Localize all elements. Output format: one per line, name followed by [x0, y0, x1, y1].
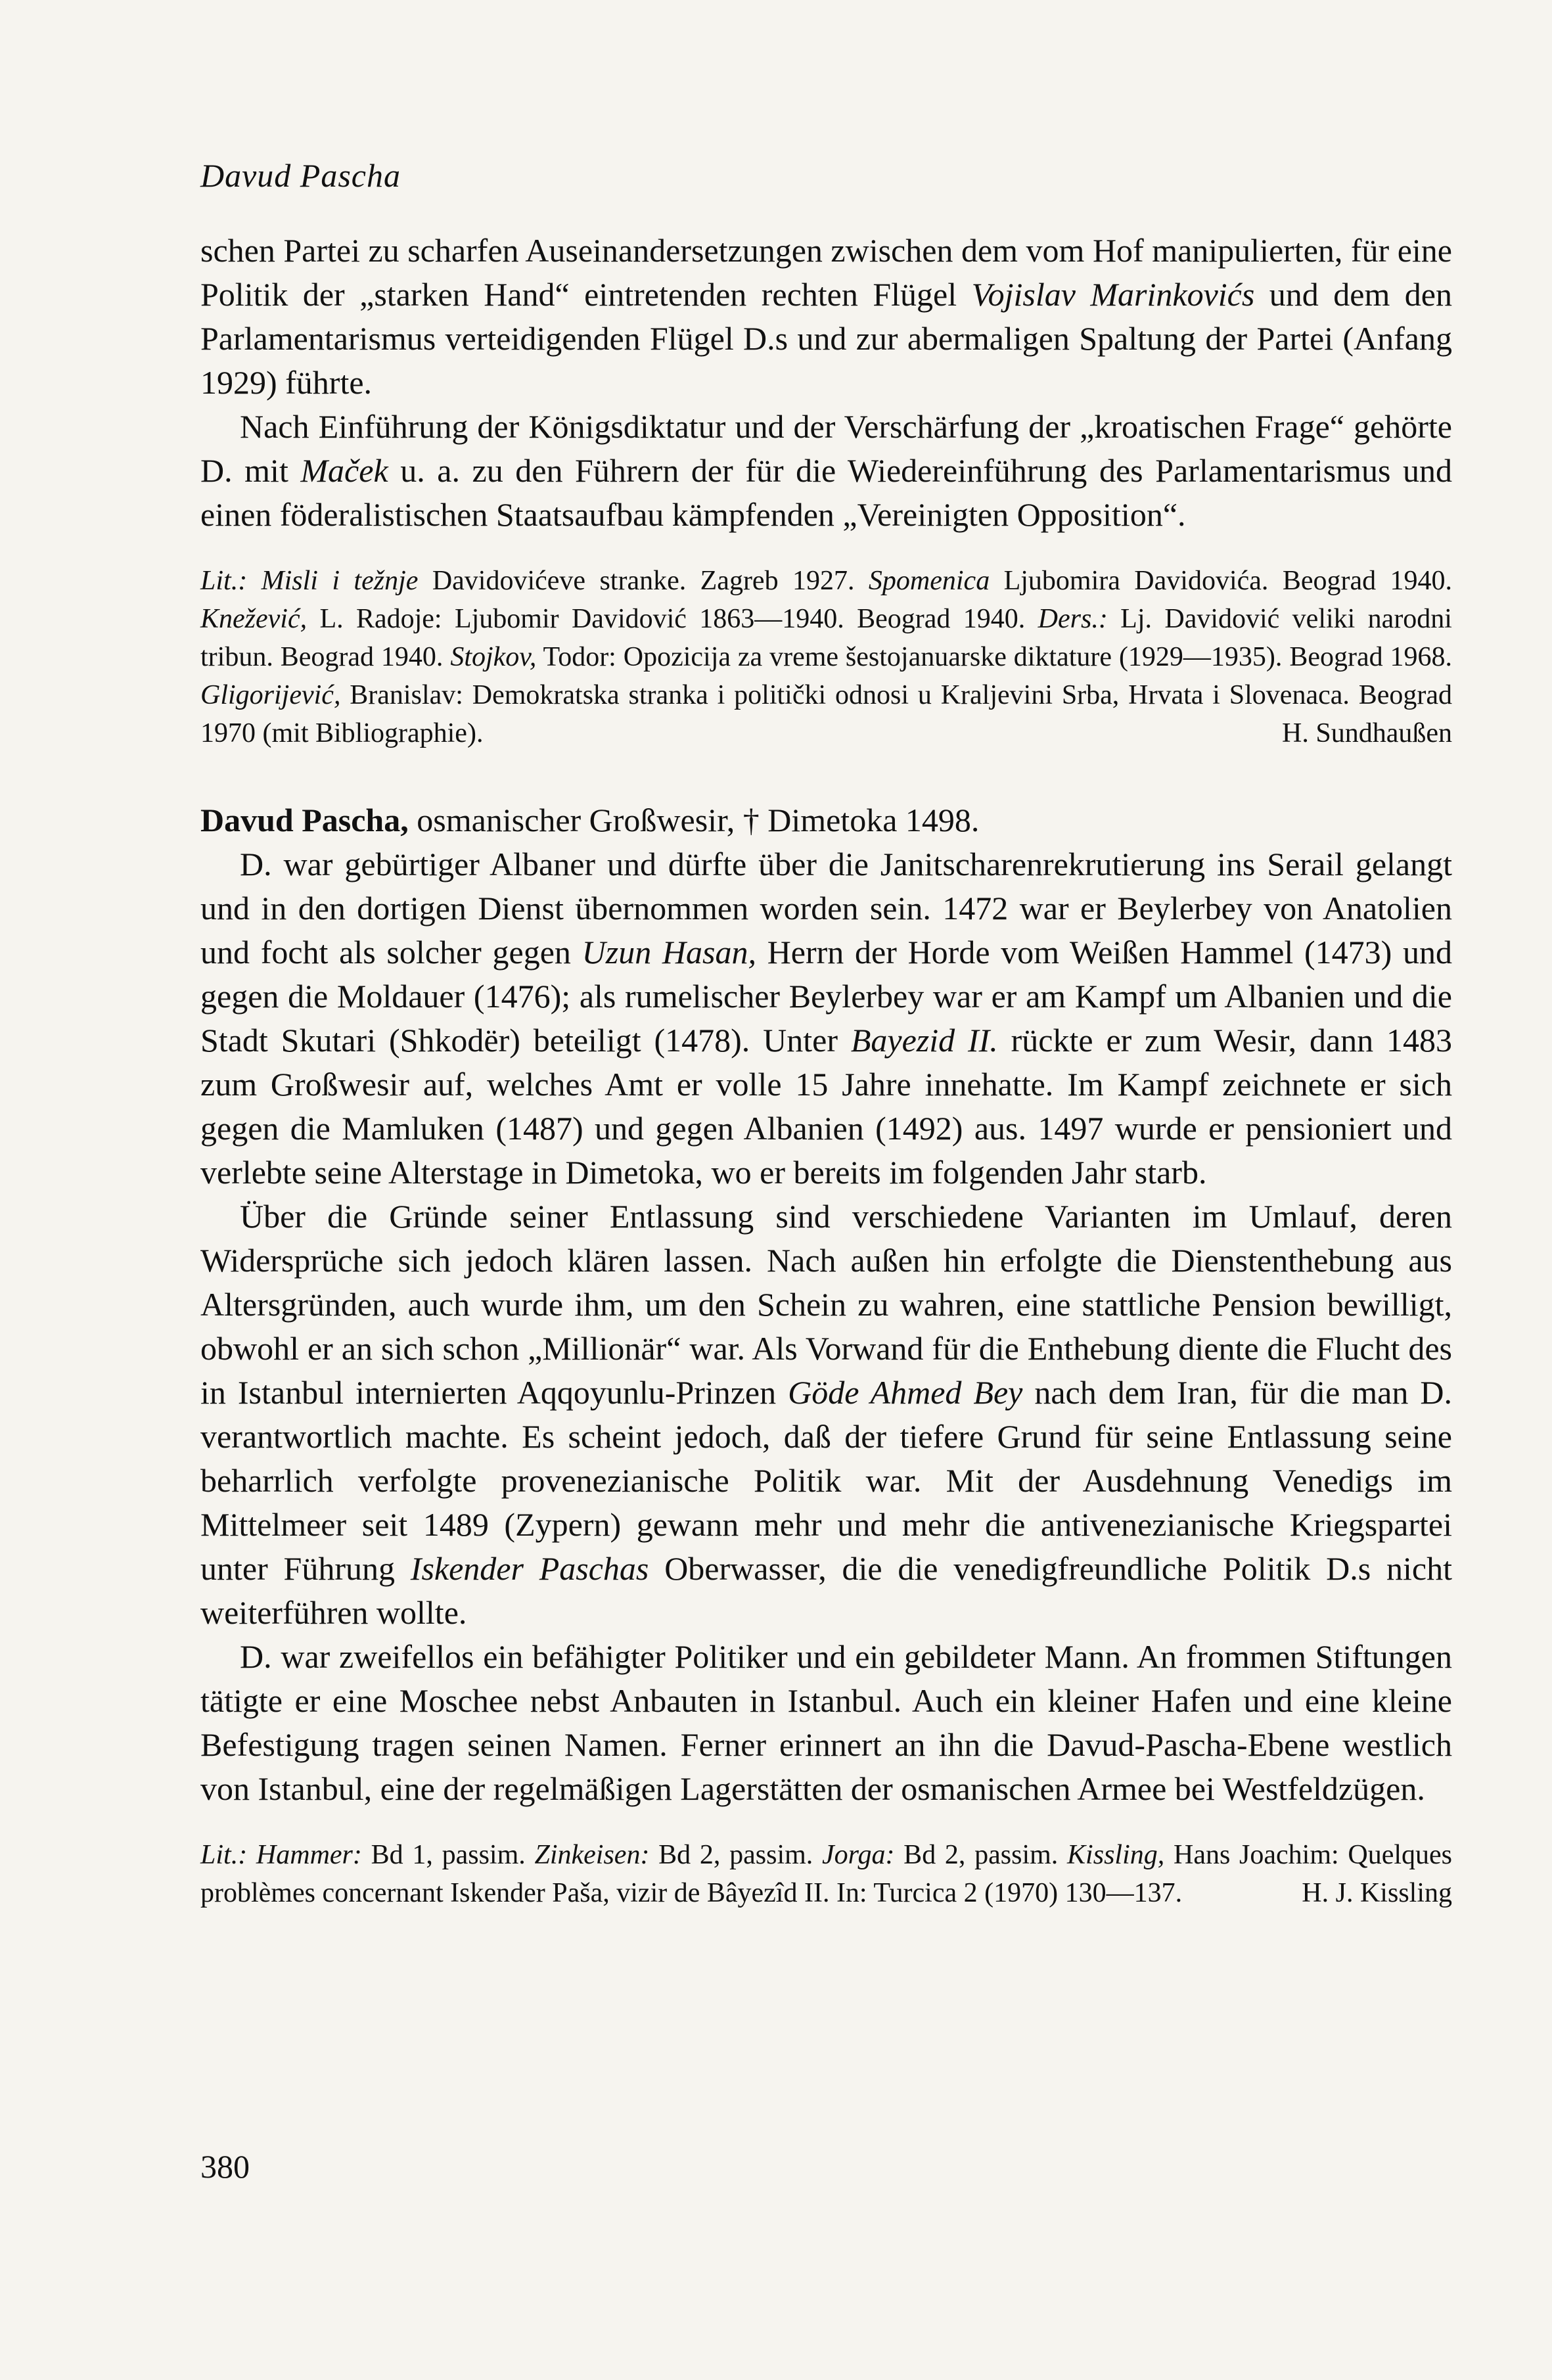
entry2-heading — [200, 798, 1452, 842]
text-column — [200, 229, 1452, 1912]
text-run: D. war gebürtiger Albaner und dürfte über die Janitscharenrekrutierung ins Serail gelangt und in den dortigen Dienst übernommen worden sein. 1472 war er Beylerbey von Anatolien und focht als solcher gegen — [200, 846, 1452, 971]
text-run: Branislav: Demokratska stranka i politički odnosi u Kraljevini Srba, Hrvata i Slovenaca. Beograd 1970 (mit Bibliographie). — [200, 680, 1452, 748]
text-run: u. a. zu den Führern der für die Wiedereinführung des Parlamentarismus und einen föderalistischen Staatsaufbau kämpfenden „Vereinigten Opposition“. — [200, 452, 1452, 533]
text-run: Bd 2, passim. — [649, 1840, 823, 1870]
text-run: L. Radoje: Ljubomir Davidović 1863—1940. Beograd 1940. — [307, 604, 1038, 634]
lit-label: Lit.: — [200, 1840, 248, 1870]
text-run: nach dem Iran, für die man D. verantwortlich machte. Es scheint jedoch, daß der tiefere Grund für seine Entlassung seine beharrlich verfolgte provenezianische Politik war. Mit der Ausdehnung Venedigs im Mittelmeer seit 1489 (Zypern) gewann mehr und mehr die antivenezianische Kriegspartei unter Führung — [200, 1374, 1452, 1587]
text-run: rückte er zum Wesir, dann 1483 zum Großwesir auf, welches Amt er volle 15 Jahre innehatte. Im Kampf zeichnete er sich gegen die Mamluken (1487) und gegen Albanien (1492) aus. 1497 wurde er pensioniert und verlebte seine Alterstage in Dimetoka, wo er bereits im folgenden Jahr starb. — [200, 1022, 1453, 1191]
entry-author-signature: H. J. Kissling — [1302, 1878, 1452, 1908]
lit-author: Knežević, — [200, 604, 308, 634]
person-name: Göde Ahmed Bey — [788, 1374, 1023, 1411]
entry2-paragraph-3 — [200, 1635, 1452, 1811]
entry2-paragraph-2 — [200, 1195, 1452, 1635]
lit-author: Zinkeisen: — [534, 1840, 650, 1870]
text-run: und dem den Parlamentarismus verteidigenden Flügel D.s und zur abermaligen Spaltung der Partei (Anfang 1929) führte. — [200, 276, 1452, 401]
text-run: Bd 2, passim. — [894, 1840, 1068, 1870]
text-run: Nach Einführung der Königsdiktatur und der Verschärfung der „kroatischen Frage“ gehörte D. mit — [200, 408, 1452, 489]
person-name: Vojislav Marinkovićs — [971, 276, 1255, 313]
lit-title: Misli i težnje — [261, 566, 419, 596]
lit-author: Gligorijević, — [200, 680, 341, 710]
text-run: schen Partei zu scharfen Auseinandersetzungen zwischen dem vom Hof manipulierten, für eine Politik der „starken Hand“ eintretenden rechten Flügel — [200, 232, 1452, 313]
lit-author: Stojkov, — [450, 642, 537, 672]
lit-label: Lit.: — [200, 566, 248, 596]
text-run: Ljubomira Davidovića. Beograd 1940. — [990, 566, 1453, 596]
text-run: Über die Gründe seiner Entlassung sind verschiedene Varianten im Umlauf, deren Widersprüche sich jedoch klären lassen. Nach außen hin erfolgte die Dienstenthebung aus Altersgründen, auch wurde ihm, um den Schein zu wahren, eine stattliche Pension bewilligt, obwohl er an sich schon „Millionär“ war. Als Vorwand für die Enthebung diente die Flucht des in Istanbul internierten Aqqoyunlu-Prinzen — [200, 1198, 1452, 1411]
person-name: Uzun Hasan, — [582, 934, 756, 971]
text-run: osmanischer Großwesir, † Dimetoka 1498. — [408, 802, 980, 838]
text-run: Todor: Opozicija za vreme šestojanuarske diktature (1929—1935). Beograd 1968. — [536, 642, 1452, 672]
person-name: Maček — [300, 452, 388, 489]
lit-author: Jorga: — [822, 1840, 895, 1870]
page-number: 380 — [200, 2148, 250, 2185]
text-run: Hans Joachim: Quelques problèmes concernant Iskender Paša, vizir de Bâyezîd II. In: Turcica 2 (1970) 130—137. — [200, 1840, 1453, 1908]
text-run: Oberwasser, die die venedigfreundliche Politik D.s nicht weiterführen wollte. — [200, 1550, 1452, 1631]
text-run: Herrn der Horde vom Weißen Hammel (1473) und gegen die Moldauer (1476); als rumelischer Beylerbey war er am Kampf um Albanien und die Stadt Skutari (Shkodër) beteiligt (1478). Unter — [200, 934, 1453, 1059]
entry2-literature — [200, 1836, 1452, 1912]
entry1-literature — [200, 562, 1452, 752]
lit-author: Ders.: — [1038, 604, 1108, 634]
entry2-paragraph-1 — [200, 842, 1452, 1195]
text-run: Davidovićeve stranke. Zagreb 1927. — [418, 566, 869, 596]
entry1-paragraph-2 — [200, 405, 1452, 537]
headword: Davud Pascha, — [200, 802, 409, 838]
person-name: Bayezid II. — [850, 1022, 998, 1059]
lit-title: Spomenica — [868, 566, 990, 596]
text-run: Lj. Davidović veliki narodni tribun. Beograd 1940. — [200, 604, 1452, 672]
text-run: D. war zweifellos ein befähigter Politiker und ein gebildeter Mann. An frommen Stiftungen tätigte er eine Moschee nebst Anbauten in Istanbul. Auch ein kleiner Hafen und eine kleine Befestigung tragen seinen Namen. Ferner erinnert an ihn die Davud-Pascha-Ebene westlich von Istanbul, eine der regelmäßigen Lagerstätten der osmanischen Armee bei Westfeldzügen. — [200, 1638, 1452, 1807]
text-run: Bd 1, passim. — [361, 1840, 535, 1870]
running-head: Davud Pascha — [200, 157, 401, 194]
person-name: Iskender Paschas — [410, 1550, 649, 1587]
entry-author-signature: H. Sundhaußen — [1282, 718, 1452, 748]
entry1-paragraph-1 — [200, 229, 1452, 405]
lit-author: Hammer: — [256, 1840, 362, 1870]
lit-author: Kissling, — [1067, 1840, 1165, 1870]
